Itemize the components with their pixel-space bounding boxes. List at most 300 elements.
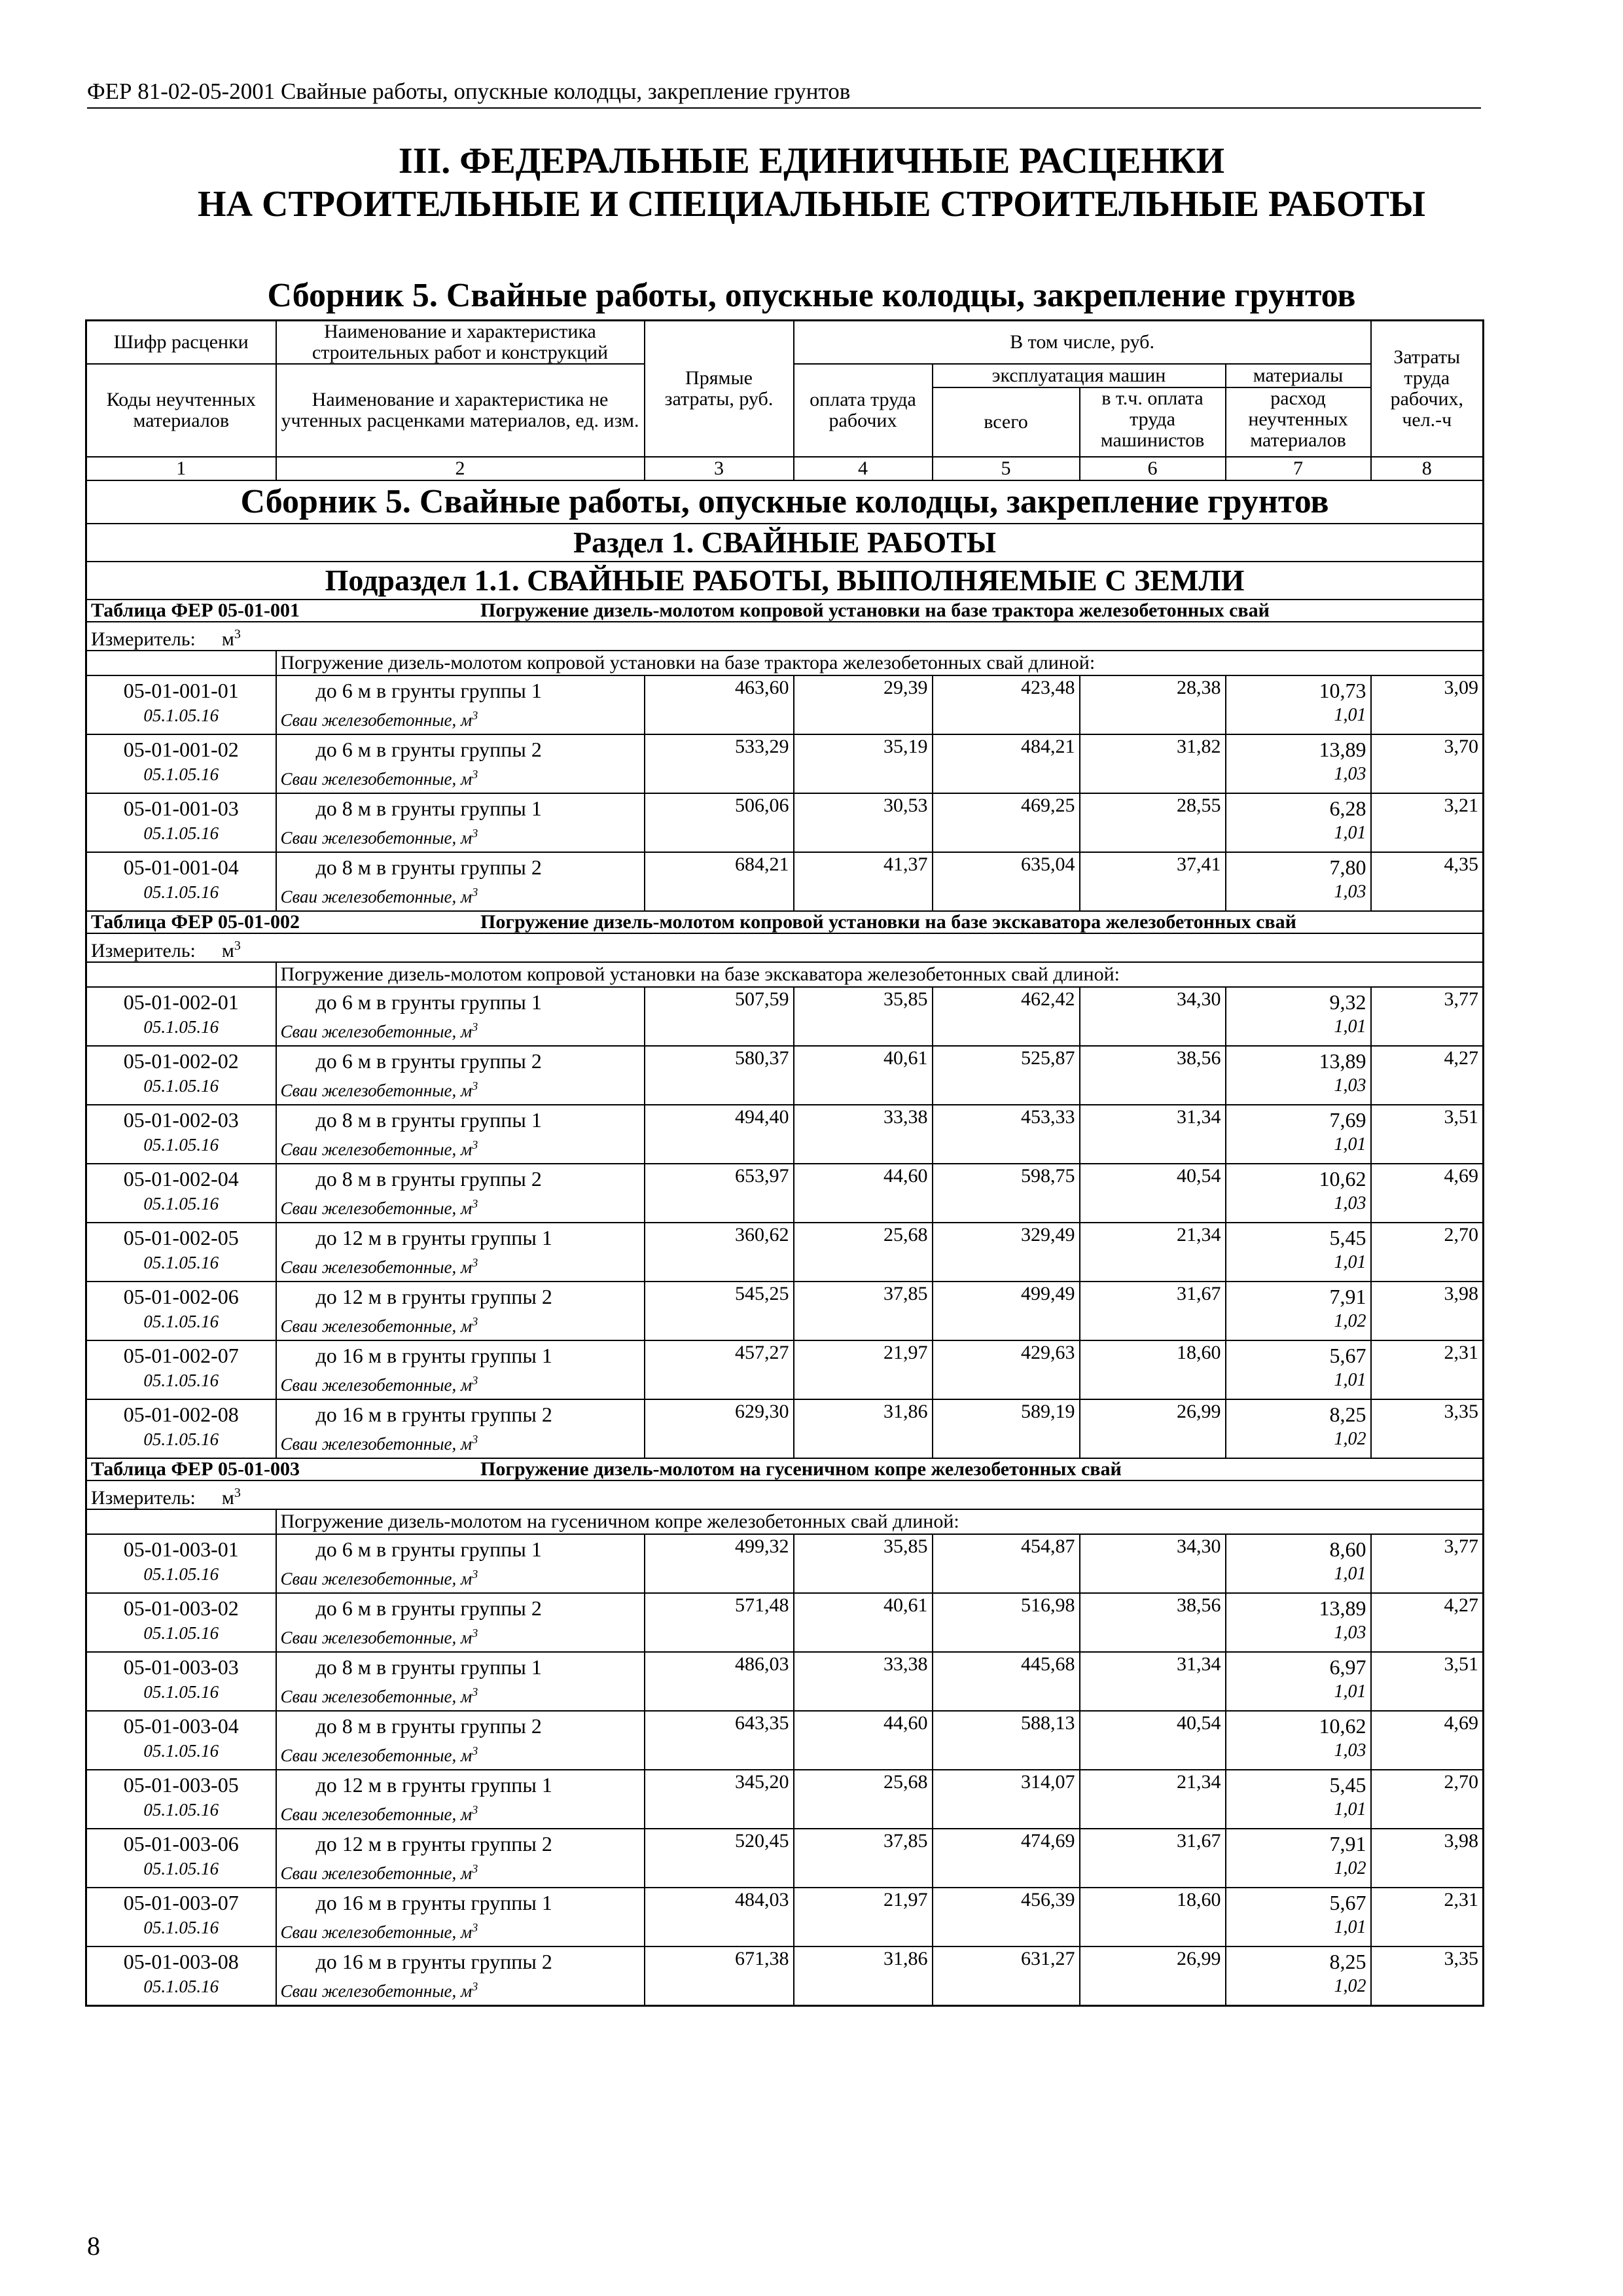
- materials-cell: [1226, 734, 1371, 793]
- code-header: Шифр расценки: [86, 321, 276, 365]
- material-name-wrap: [281, 1015, 640, 1043]
- materials-cell: [1226, 1164, 1371, 1223]
- rate-code: 05-01-003-03: [123, 1655, 239, 1679]
- collection-band: Сборник 5. Свайные работы, опускные колодцы, закрепление грунтов: [86, 480, 1484, 524]
- machinists-pay: 34,30: [1080, 1534, 1226, 1593]
- materials-usage: 1,01: [1334, 1370, 1366, 1390]
- rate-code-cell: [86, 852, 276, 911]
- material-name-wrap: [281, 1975, 640, 2003]
- measure-cell: [86, 622, 1484, 651]
- rate-name: до 6 м в грунты группы 1: [315, 679, 542, 702]
- machines-total: 469,25: [933, 793, 1080, 852]
- machinists-pay: 21,34: [1080, 1770, 1226, 1829]
- materials-usage: 1,03: [1334, 764, 1366, 784]
- machinists-pay: 40,54: [1080, 1164, 1226, 1223]
- cubic-exponent: 3: [472, 827, 478, 840]
- direct-costs-header: Прямые затраты, руб.: [645, 321, 794, 457]
- material-name: Сваи железобетонные, м: [280, 1375, 473, 1395]
- materials-cell: [1226, 852, 1371, 911]
- rate-code: 05-01-002-03: [123, 1108, 239, 1132]
- rate-code: 05-01-003-06: [123, 1832, 239, 1856]
- cubic-exponent: 3: [472, 1568, 478, 1581]
- material-name: Сваи железобетонные, м: [280, 887, 473, 906]
- labor-hours: 4,27: [1371, 1593, 1484, 1652]
- description-spacer: [86, 962, 276, 987]
- machines-total: 598,75: [933, 1164, 1080, 1223]
- material-name-wrap: [281, 1857, 640, 1885]
- machinists-pay: 18,60: [1080, 1888, 1226, 1946]
- machines-total: 329,49: [933, 1223, 1080, 1282]
- material-code: 05.1.05.16: [143, 1371, 219, 1390]
- material-name: Сваи железобетонные, м: [280, 1628, 473, 1647]
- labor-hours: 4,69: [1371, 1164, 1484, 1223]
- labor-hours: 2,70: [1371, 1223, 1484, 1282]
- materials-usage: 1,01: [1334, 1799, 1366, 1820]
- materials-cell: [1226, 793, 1371, 852]
- materials-cost: 6,28: [1329, 797, 1366, 820]
- materials-cell: [1226, 1534, 1371, 1593]
- materials-usage: 1,01: [1334, 823, 1366, 843]
- material-name: Сваи железобетонные, м: [280, 1316, 473, 1336]
- materials-usage: 1,03: [1334, 1075, 1366, 1096]
- description-spacer: [86, 1509, 276, 1534]
- rate-row: [86, 1534, 1484, 1593]
- rate-name-cell: [276, 1105, 645, 1164]
- rate-code: 05-01-002-06: [123, 1285, 239, 1308]
- rate-name: до 16 м в грунты группы 1: [315, 1344, 552, 1367]
- labor-pay: 25,68: [794, 1223, 933, 1282]
- materials-cell: [1226, 1593, 1371, 1652]
- material-code: 05.1.05.16: [143, 1741, 219, 1761]
- column-number: 6: [1080, 457, 1226, 480]
- cubic-exponent: 3: [472, 886, 478, 899]
- description-row: [86, 1509, 1484, 1534]
- material-name: Сваи железобетонные, м: [280, 1139, 473, 1159]
- materials-usage: 1,03: [1334, 882, 1366, 902]
- cubic-exponent: 3: [472, 1980, 478, 1993]
- labor-pay: 25,68: [794, 1770, 933, 1829]
- cubic-exponent: 3: [472, 1079, 478, 1092]
- material-name-wrap: [281, 1680, 640, 1708]
- machinists-pay: 38,56: [1080, 1593, 1226, 1652]
- labor-hours: 3,51: [1371, 1105, 1484, 1164]
- labor-hours: 2,31: [1371, 1340, 1484, 1399]
- material-code: 05.1.05.16: [143, 823, 219, 843]
- rate-name: до 8 м в грунты группы 1: [315, 1108, 542, 1132]
- machinists-pay: 26,99: [1080, 1946, 1226, 2006]
- rate-name: до 8 м в грунты группы 2: [315, 1167, 542, 1191]
- material-code: 05.1.05.16: [143, 1312, 219, 1331]
- materials-usage: 1,02: [1334, 1429, 1366, 1449]
- including-header: В том числе, руб.: [794, 321, 1371, 365]
- rate-code-cell: [86, 1652, 276, 1711]
- cubic-exponent: 3: [472, 1374, 478, 1387]
- column-number: 5: [933, 457, 1080, 480]
- section-band: Раздел 1. СВАЙНЫЕ РАБОТЫ: [86, 524, 1484, 562]
- materials-cost: 7,80: [1329, 855, 1366, 879]
- materials-usage-header: расход неучтенных материалов: [1226, 387, 1371, 457]
- material-name-wrap: [281, 1192, 640, 1220]
- column-number: 1: [86, 457, 276, 480]
- rate-name-cell: [276, 852, 645, 911]
- table-name: Погружение дизель-молотом копровой установки на базе экскаватора железобетонных свай: [480, 911, 1296, 933]
- table-title-row: [86, 600, 1484, 622]
- cubic-exponent: 3: [472, 1626, 478, 1640]
- rate-code-cell: [86, 987, 276, 1046]
- rate-code: 05-01-003-07: [123, 1891, 239, 1914]
- rate-name: до 6 м в грунты группы 1: [315, 1537, 542, 1561]
- cubic-exponent: 3: [472, 1020, 478, 1033]
- material-code: 05.1.05.16: [143, 1194, 219, 1213]
- material-code: 05.1.05.16: [143, 1623, 219, 1643]
- rate-code: 05-01-001-01: [123, 679, 239, 702]
- measure-unit: м: [221, 940, 234, 961]
- table-title-row: [86, 1458, 1484, 1480]
- description-text: Погружение дизель-молотом копровой установки на базе экскаватора железобетонных свай длиной:: [276, 962, 1484, 987]
- labor-pay: 40,61: [794, 1593, 933, 1652]
- rate-name-cell: [276, 1829, 645, 1888]
- material-code: 05.1.05.16: [143, 1564, 219, 1584]
- table-id: Таблица ФЕР 05-01-002: [91, 911, 300, 933]
- material-name: Сваи железобетонные, м: [280, 1746, 473, 1765]
- labor-hours: 3,35: [1371, 1399, 1484, 1458]
- rate-code: 05-01-001-04: [123, 855, 239, 879]
- materials-cell: [1226, 987, 1371, 1046]
- rate-code-cell: [86, 1105, 276, 1164]
- direct-cost: 671,38: [645, 1946, 794, 2006]
- material-name: Сваи железобетонные, м: [280, 1981, 473, 2001]
- materials-usage: 1,03: [1334, 1740, 1366, 1761]
- material-name-wrap: [281, 1310, 640, 1338]
- direct-cost: 486,03: [645, 1652, 794, 1711]
- materials-cost: 5,45: [1329, 1773, 1366, 1797]
- rate-name: до 6 м в грунты группы 1: [315, 990, 542, 1014]
- column-number: 8: [1371, 457, 1484, 480]
- labor-pay-header: оплата труда рабочих: [794, 364, 933, 457]
- rate-name-cell: [276, 987, 645, 1046]
- labor-hours: 3,98: [1371, 1829, 1484, 1888]
- rate-row: [86, 1593, 1484, 1652]
- material-code: 05.1.05.16: [143, 1253, 219, 1272]
- rate-name: до 6 м в грунты группы 2: [315, 738, 542, 761]
- labor-pay: 35,19: [794, 734, 933, 793]
- rate-row: [86, 1164, 1484, 1223]
- rate-code-cell: [86, 1164, 276, 1223]
- materials-usage: 1,01: [1334, 1016, 1366, 1037]
- materials-usage: 1,02: [1334, 1976, 1366, 1996]
- table-id: Таблица ФЕР 05-01-001: [91, 600, 300, 621]
- measure-unit: м: [221, 1487, 234, 1509]
- labor-hours: 3,77: [1371, 987, 1484, 1046]
- material-name: Сваи железобетонные, м: [280, 769, 473, 789]
- material-code: 05.1.05.16: [143, 882, 219, 902]
- rate-name: до 6 м в грунты группы 2: [315, 1596, 542, 1620]
- machines-total: 499,49: [933, 1282, 1080, 1340]
- rate-name: до 12 м в грунты группы 1: [315, 1773, 552, 1797]
- cubic-exponent: 3: [234, 627, 241, 641]
- measure-label: Измеритель:: [91, 628, 196, 650]
- labor-hours: 3,51: [1371, 1652, 1484, 1711]
- rate-code: 05-01-003-08: [123, 1950, 239, 1973]
- cubic-exponent: 3: [472, 1744, 478, 1757]
- rate-code-cell: [86, 1711, 276, 1770]
- labor-pay: 31,86: [794, 1946, 933, 2006]
- cubic-exponent: 3: [472, 1197, 478, 1210]
- material-name: Сваи железобетонные, м: [280, 1081, 473, 1100]
- labor-hours: 3,21: [1371, 793, 1484, 852]
- labor-pay: 40,61: [794, 1046, 933, 1105]
- direct-cost: 643,35: [645, 1711, 794, 1770]
- material-code: 05.1.05.16: [143, 1859, 219, 1878]
- labor-pay: 44,60: [794, 1711, 933, 1770]
- measure-label: Измеритель:: [91, 1487, 196, 1509]
- rate-code: 05-01-002-04: [123, 1167, 239, 1191]
- rate-name-cell: [276, 1223, 645, 1282]
- measure-row: [86, 1480, 1484, 1509]
- rate-code-cell: [86, 1399, 276, 1458]
- materials-cell: [1226, 1888, 1371, 1946]
- materials-usage: 1,02: [1334, 1311, 1366, 1331]
- cubic-exponent: 3: [472, 709, 478, 722]
- labor-hours: 3,09: [1371, 675, 1484, 734]
- rate-code: 05-01-003-01: [123, 1537, 239, 1561]
- direct-cost: 484,03: [645, 1888, 794, 1946]
- measure-cell: [86, 933, 1484, 962]
- table-title-row: [86, 911, 1484, 933]
- materials-cell: [1226, 1282, 1371, 1340]
- materials-cost: 5,67: [1329, 1891, 1366, 1914]
- material-code: 05.1.05.16: [143, 1076, 219, 1096]
- rate-name-cell: [276, 1534, 645, 1593]
- rate-code-cell: [86, 1534, 276, 1593]
- table-title: [86, 600, 1484, 622]
- material-name-wrap: [281, 762, 640, 791]
- rate-name-cell: [276, 1888, 645, 1946]
- direct-cost: 360,62: [645, 1223, 794, 1282]
- direct-cost: 545,25: [645, 1282, 794, 1340]
- labor-pay: 33,38: [794, 1105, 933, 1164]
- rate-row: [86, 1223, 1484, 1282]
- machines-total: 445,68: [933, 1652, 1080, 1711]
- labor-hours: 4,35: [1371, 852, 1484, 911]
- machines-total: 589,19: [933, 1399, 1080, 1458]
- labor-pay: 31,86: [794, 1399, 933, 1458]
- rate-code-cell: [86, 675, 276, 734]
- machinists-pay: 26,99: [1080, 1399, 1226, 1458]
- rate-row: [86, 1652, 1484, 1711]
- measure-cell: [86, 1480, 1484, 1509]
- rate-name-cell: [276, 734, 645, 793]
- machines-total: 525,87: [933, 1046, 1080, 1105]
- description-row: [86, 962, 1484, 987]
- rate-row: [86, 852, 1484, 911]
- machines-total: 454,87: [933, 1534, 1080, 1593]
- cubic-exponent: 3: [472, 1862, 478, 1875]
- direct-cost: 684,21: [645, 852, 794, 911]
- machines-total: 484,21: [933, 734, 1080, 793]
- material-name: Сваи железобетонные, м: [280, 1198, 473, 1218]
- materials-cost: 7,69: [1329, 1108, 1366, 1132]
- materials-usage: 1,01: [1334, 1681, 1366, 1702]
- labor-pay: 33,38: [794, 1652, 933, 1711]
- materials-usage: 1,01: [1334, 1252, 1366, 1272]
- material-name-wrap: [281, 704, 640, 732]
- cubic-exponent: 3: [472, 1138, 478, 1151]
- materials-cost: 10,73: [1319, 679, 1366, 702]
- materials-usage: 1,01: [1334, 1564, 1366, 1584]
- rate-code: 05-01-003-05: [123, 1773, 239, 1797]
- column-number: 7: [1226, 457, 1371, 480]
- rate-code-cell: [86, 1340, 276, 1399]
- machinists-pay: 31,82: [1080, 734, 1226, 793]
- labor-pay: 35,85: [794, 987, 933, 1046]
- rate-code-cell: [86, 734, 276, 793]
- labor-hours: 3,35: [1371, 1946, 1484, 2006]
- material-name-wrap: [281, 1916, 640, 1944]
- machines-total: 631,27: [933, 1946, 1080, 2006]
- page-number: 8: [87, 2231, 100, 2261]
- materials-usage: 1,01: [1334, 1917, 1366, 1937]
- materials-cell: [1226, 1770, 1371, 1829]
- rate-name: до 8 м в грунты группы 1: [315, 797, 542, 820]
- cubic-exponent: 3: [472, 1433, 478, 1446]
- materials-cell: [1226, 1340, 1371, 1399]
- rate-row: [86, 1399, 1484, 1458]
- materials-cost: 8,60: [1329, 1537, 1366, 1561]
- chapter-title-line-1: III. ФЕДЕРАЛЬНЫЕ ЕДИНИЧНЫЕ РАСЦЕНКИ: [398, 141, 1225, 181]
- rate-name-cell: [276, 1282, 645, 1340]
- direct-cost: 494,40: [645, 1105, 794, 1164]
- column-number: 3: [645, 457, 794, 480]
- direct-cost: 571,48: [645, 1593, 794, 1652]
- rate-code: 05-01-001-03: [123, 797, 239, 820]
- rate-name: до 8 м в грунты группы 1: [315, 1655, 542, 1679]
- materials-cost: 8,25: [1329, 1950, 1366, 1973]
- rate-code: 05-01-002-02: [123, 1049, 239, 1073]
- machinists-pay: 21,34: [1080, 1223, 1226, 1282]
- material-name-wrap: [281, 1074, 640, 1102]
- material-name: Сваи железобетонные, м: [280, 1569, 473, 1588]
- material-name: Сваи железобетонные, м: [280, 828, 473, 848]
- machinists-pay-header: в т.ч. оплата труда машинистов: [1080, 387, 1226, 457]
- rate-row: [86, 793, 1484, 852]
- cubic-exponent: 3: [472, 1315, 478, 1328]
- materials-usage: 1,01: [1334, 705, 1366, 725]
- unaccounted-name-header: Наименование и характеристика не учтенных расценками материалов, ед. изм.: [276, 364, 645, 457]
- material-code: 05.1.05.16: [143, 1918, 219, 1937]
- labor-pay: 44,60: [794, 1164, 933, 1223]
- direct-cost: 345,20: [645, 1770, 794, 1829]
- material-name-wrap: [281, 1621, 640, 1649]
- materials-cost: 13,89: [1319, 1596, 1366, 1620]
- labor-hours: 3,70: [1371, 734, 1484, 793]
- materials-usage: 1,03: [1334, 1623, 1366, 1643]
- direct-cost: 520,45: [645, 1829, 794, 1888]
- cubic-exponent: 3: [472, 1803, 478, 1816]
- direct-cost: 533,29: [645, 734, 794, 793]
- materials-cell: [1226, 1105, 1371, 1164]
- rates-table: [85, 319, 1484, 2007]
- rate-code-cell: [86, 1282, 276, 1340]
- materials-cell: [1226, 1652, 1371, 1711]
- rate-name-cell: [276, 1770, 645, 1829]
- materials-usage: 1,02: [1334, 1858, 1366, 1878]
- rate-name: до 12 м в грунты группы 2: [315, 1285, 552, 1308]
- material-name-wrap: [281, 1739, 640, 1767]
- machines-total: 456,39: [933, 1888, 1080, 1946]
- labor-pay: 35,85: [794, 1534, 933, 1593]
- machinists-pay: 31,67: [1080, 1829, 1226, 1888]
- direct-cost: 499,32: [645, 1534, 794, 1593]
- cubic-exponent: 3: [234, 939, 241, 953]
- table-title: [86, 911, 1484, 933]
- labor-hours: 4,69: [1371, 1711, 1484, 1770]
- chapter-title-line-2: НА СТРОИТЕЛЬНЫЕ И СПЕЦИАЛЬНЫЕ СТРОИТЕЛЬНЫЕ РАБОТЫ: [198, 184, 1425, 224]
- material-name: Сваи железобетонные, м: [280, 1863, 473, 1883]
- machines-total-header: всего: [933, 387, 1080, 457]
- material-name-wrap: [281, 1798, 640, 1826]
- rate-row: [86, 1340, 1484, 1399]
- rate-code: 05-01-002-08: [123, 1403, 239, 1426]
- machines-total: 462,42: [933, 987, 1080, 1046]
- material-name-wrap: [281, 1369, 640, 1397]
- rate-row: [86, 1282, 1484, 1340]
- table-id: Таблица ФЕР 05-01-003: [91, 1458, 300, 1480]
- machinists-pay: 40,54: [1080, 1711, 1226, 1770]
- material-name: Сваи железобетонные, м: [280, 1257, 473, 1277]
- material-name-wrap: [281, 1251, 640, 1279]
- cubic-exponent: 3: [472, 1921, 478, 1934]
- name-header: Наименование и характеристика строительных работ и конструкций: [276, 321, 645, 365]
- material-name: Сваи железобетонные, м: [280, 710, 473, 730]
- materials-cell: [1226, 1046, 1371, 1105]
- rate-name-cell: [276, 1164, 645, 1223]
- machines-total: 429,63: [933, 1340, 1080, 1399]
- measure-unit: м: [221, 628, 234, 650]
- machinists-pay: 34,30: [1080, 987, 1226, 1046]
- labor-hours: 2,70: [1371, 1770, 1484, 1829]
- material-code: 05.1.05.16: [143, 1017, 219, 1037]
- materials-cost: 5,45: [1329, 1226, 1366, 1249]
- chapter-title: [0, 139, 1623, 226]
- direct-cost: 653,97: [645, 1164, 794, 1223]
- running-header: ФЕР 81-02-05-2001 Свайные работы, опускные колодцы, закрепление грунтов: [87, 77, 1481, 109]
- rate-row: [86, 1888, 1484, 1946]
- rate-code: 05-01-002-01: [123, 990, 239, 1014]
- column-numbers-row: [86, 457, 1484, 480]
- materials-cost: 10,62: [1319, 1167, 1366, 1191]
- rate-name-cell: [276, 1711, 645, 1770]
- labor-pay: 37,85: [794, 1282, 933, 1340]
- measure-label: Измеритель:: [91, 940, 196, 961]
- machinists-pay: 31,67: [1080, 1282, 1226, 1340]
- rate-code-cell: [86, 1593, 276, 1652]
- materials-cell: [1226, 1711, 1371, 1770]
- cubic-exponent: 3: [472, 1256, 478, 1269]
- materials-cost: 8,25: [1329, 1403, 1366, 1426]
- machinists-pay: 31,34: [1080, 1652, 1226, 1711]
- machines-total: 635,04: [933, 852, 1080, 911]
- materials-cost: 7,91: [1329, 1285, 1366, 1308]
- machines-total: 314,07: [933, 1770, 1080, 1829]
- material-name: Сваи железобетонные, м: [280, 1022, 473, 1041]
- table-name: Погружение дизель-молотом копровой установки на базе трактора железобетонных свай: [480, 600, 1270, 621]
- column-number: 2: [276, 457, 645, 480]
- rate-code: 05-01-003-04: [123, 1714, 239, 1738]
- cubic-exponent: 3: [234, 1486, 241, 1500]
- materials-cost: 6,97: [1329, 1655, 1366, 1679]
- materials-cell: [1226, 1399, 1371, 1458]
